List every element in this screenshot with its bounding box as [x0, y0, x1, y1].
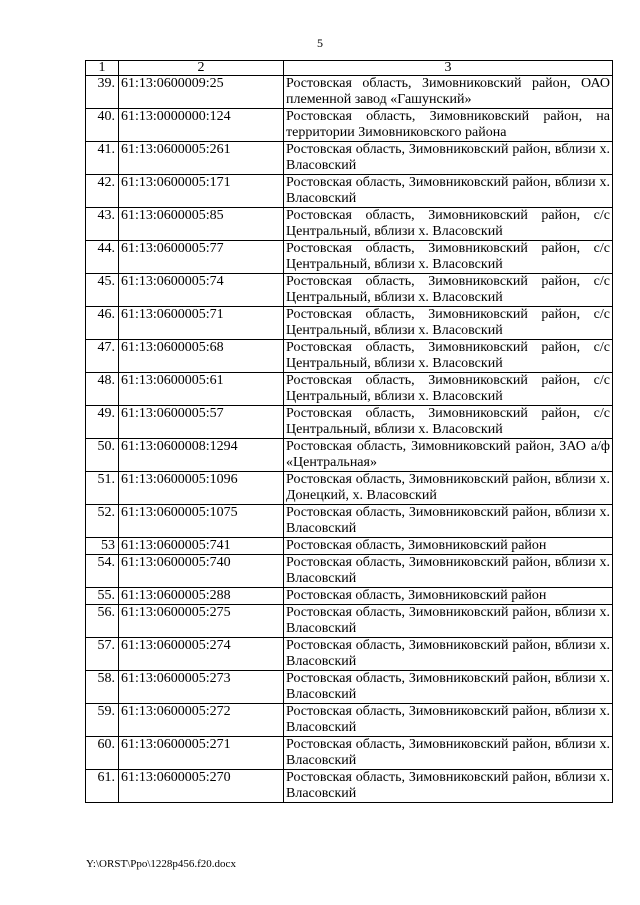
row-number-cell: 41. — [86, 142, 119, 175]
cadastral-number-cell: 61:13:0600005:741 — [119, 538, 284, 555]
table-row — [86, 274, 613, 307]
address-cell: Ростовская область, Зимовниковский район, ОАО племенной завод «Гашунский» — [284, 76, 613, 109]
address-cell: Ростовская область, Зимовниковский район, с/с Центральный, вблизи х. Власовский — [284, 274, 613, 307]
table-row — [86, 406, 613, 439]
address-cell: Ростовская область, Зимовниковский район, с/с Центральный, вблизи х. Власовский — [284, 340, 613, 373]
table-row — [86, 109, 613, 142]
cadastral-number-cell: 61:13:0600005:68 — [119, 340, 284, 373]
address-cell: Ростовская область, Зимовниковский район, вблизи х. Власовский — [284, 505, 613, 538]
row-number-cell: 57. — [86, 638, 119, 671]
table-row — [86, 737, 613, 770]
cadastral-number-cell: 61:13:0600005:1075 — [119, 505, 284, 538]
table-row — [86, 241, 613, 274]
address-cell: Ростовская область, Зимовниковский район, вблизи х. Власовский — [284, 770, 613, 803]
cadastral-number-cell: 61:13:0600005:740 — [119, 555, 284, 588]
address-cell: Ростовская область, Зимовниковский район, на территории Зимовниковского района — [284, 109, 613, 142]
table-row — [86, 671, 613, 704]
row-number-cell: 45. — [86, 274, 119, 307]
cadastral-number-cell: 61:13:0600005:77 — [119, 241, 284, 274]
cadastral-number-cell: 61:13:0600005:85 — [119, 208, 284, 241]
cadastral-number-cell: 61:13:0600005:61 — [119, 373, 284, 406]
header-col-3: 3 — [284, 61, 613, 76]
row-number-cell: 58. — [86, 671, 119, 704]
table-row — [86, 638, 613, 671]
cadastral-number-cell: 61:13:0600009:25 — [119, 76, 284, 109]
table-row — [86, 340, 613, 373]
cadastral-number-cell: 61:13:0600005:274 — [119, 638, 284, 671]
address-cell: Ростовская область, Зимовниковский район — [284, 588, 613, 605]
cadastral-number-cell: 61:13:0600008:1294 — [119, 439, 284, 472]
table-header-row — [86, 61, 613, 76]
cadastral-number-cell: 61:13:0600005:57 — [119, 406, 284, 439]
address-cell: Ростовская область, Зимовниковский район, вблизи х. Власовский — [284, 638, 613, 671]
row-number-cell: 46. — [86, 307, 119, 340]
row-number-cell: 42. — [86, 175, 119, 208]
cadastral-number-cell: 61:13:0600005:275 — [119, 605, 284, 638]
header-col-1: 1 — [86, 61, 119, 76]
row-number-cell: 47. — [86, 340, 119, 373]
cadastral-number-cell: 61:13:0600005:273 — [119, 671, 284, 704]
table-row — [86, 175, 613, 208]
table-row — [86, 770, 613, 803]
cadastral-number-cell: 61:13:0600005:74 — [119, 274, 284, 307]
table-row — [86, 505, 613, 538]
row-number-cell: 48. — [86, 373, 119, 406]
table-row — [86, 538, 613, 555]
address-cell: Ростовская область, Зимовниковский район, вблизи х. Донецкий, х. Власовский — [284, 472, 613, 505]
address-cell: Ростовская область, Зимовниковский район, вблизи х. Власовский — [284, 555, 613, 588]
cadastral-number-cell: 61:13:0600005:261 — [119, 142, 284, 175]
cadastral-number-cell: 61:13:0600005:272 — [119, 704, 284, 737]
table-row — [86, 704, 613, 737]
row-number-cell: 60. — [86, 737, 119, 770]
address-cell: Ростовская область, Зимовниковский район, вблизи х. Власовский — [284, 704, 613, 737]
parcels-table — [85, 60, 613, 803]
address-cell: Ростовская область, Зимовниковский район, с/с Центральный, вблизи х. Власовский — [284, 241, 613, 274]
row-number-cell: 51. — [86, 472, 119, 505]
address-cell: Ростовская область, Зимовниковский район, вблизи х. Власовский — [284, 142, 613, 175]
table-row — [86, 555, 613, 588]
address-cell: Ростовская область, Зимовниковский район, вблизи х. Власовский — [284, 671, 613, 704]
cadastral-number-cell: 61:13:0600005:1096 — [119, 472, 284, 505]
row-number-cell: 59. — [86, 704, 119, 737]
address-cell: Ростовская область, Зимовниковский район, вблизи х. Власовский — [284, 737, 613, 770]
cadastral-number-cell: 61:13:0600005:270 — [119, 770, 284, 803]
row-number-cell: 61. — [86, 770, 119, 803]
table-row — [86, 472, 613, 505]
row-number-cell: 55. — [86, 588, 119, 605]
row-number-cell: 50. — [86, 439, 119, 472]
address-cell: Ростовская область, Зимовниковский район, ЗАО а/ф «Центральная» — [284, 439, 613, 472]
table-row — [86, 605, 613, 638]
address-cell: Ростовская область, Зимовниковский район, с/с Центральный, вблизи х. Власовский — [284, 406, 613, 439]
table-row — [86, 439, 613, 472]
table-row — [86, 208, 613, 241]
table-row — [86, 142, 613, 175]
address-cell: Ростовская область, Зимовниковский район, с/с Центральный, вблизи х. Власовский — [284, 373, 613, 406]
address-cell: Ростовская область, Зимовниковский район, вблизи х. Власовский — [284, 175, 613, 208]
address-cell: Ростовская область, Зимовниковский район, вблизи х. Власовский — [284, 605, 613, 638]
header-col-2: 2 — [119, 61, 284, 76]
row-number-cell: 49. — [86, 406, 119, 439]
row-number-cell: 43. — [86, 208, 119, 241]
table-row — [86, 373, 613, 406]
address-cell: Ростовская область, Зимовниковский район, с/с Центральный, вблизи х. Власовский — [284, 208, 613, 241]
address-cell: Ростовская область, Зимовниковский район, с/с Центральный, вблизи х. Власовский — [284, 307, 613, 340]
page-number: 5 — [317, 36, 323, 50]
table-row — [86, 307, 613, 340]
row-number-cell: 54. — [86, 555, 119, 588]
row-number-cell: 56. — [86, 605, 119, 638]
row-number-cell: 52. — [86, 505, 119, 538]
cadastral-number-cell: 61:13:0600005:271 — [119, 737, 284, 770]
table-row — [86, 76, 613, 109]
cadastral-number-cell: 61:13:0600005:171 — [119, 175, 284, 208]
cadastral-number-cell: 61:13:0600005:71 — [119, 307, 284, 340]
footer-file-path: Y:\ORST\Ppo\1228p456.f20.docx — [86, 858, 236, 870]
row-number-cell: 39. — [86, 76, 119, 109]
row-number-cell: 53 — [86, 538, 119, 555]
cadastral-number-cell: 61:13:0000000:124 — [119, 109, 284, 142]
cadastral-number-cell: 61:13:0600005:288 — [119, 588, 284, 605]
address-cell: Ростовская область, Зимовниковский район — [284, 538, 613, 555]
table-row — [86, 588, 613, 605]
row-number-cell: 44. — [86, 241, 119, 274]
row-number-cell: 40. — [86, 109, 119, 142]
